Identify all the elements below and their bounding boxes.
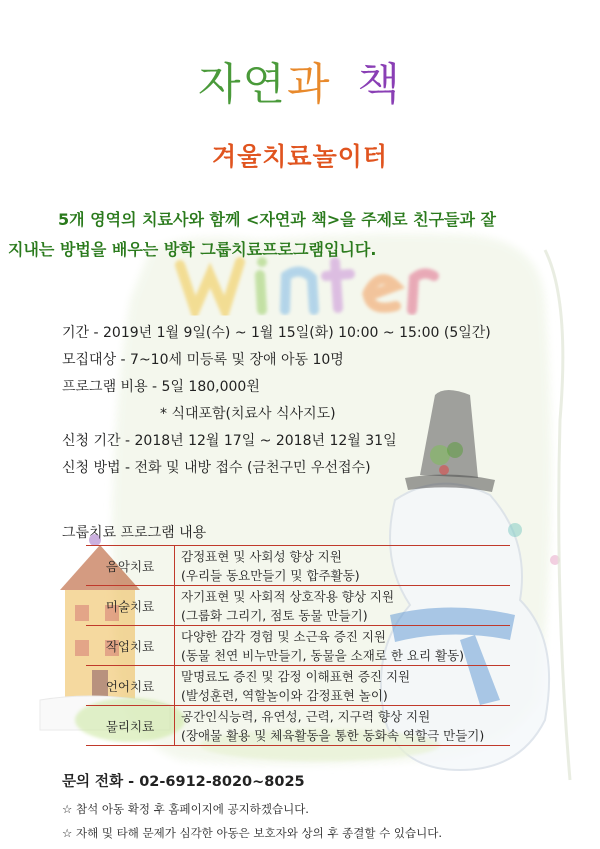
description-detail: (장애물 활용 및 체육활동을 통한 동화속 역할극 만들기) [181, 727, 485, 743]
table-row [86, 626, 510, 666]
program-info [62, 320, 562, 482]
table-row [86, 666, 510, 706]
description-line: 공간인식능력, 유연성, 근력, 지구력 향상 지원 [181, 708, 431, 724]
table-cell-description [175, 586, 511, 626]
info-period: 기간 - 2019년 1월 9일(수) ~ 1월 15일(화) 10:00 ~ 15:00 (5일간) [62, 325, 491, 341]
description-detail: (동물 천연 비누만들기, 동물을 소재로 한 요리 활동) [181, 647, 465, 663]
table-cell-category: 언어치료 [86, 666, 175, 706]
description-detail: (우리들 동요만들기 및 합주활동) [181, 567, 360, 583]
description-line: 자기표현 및 사회적 상호작용 향상 지원 [181, 588, 395, 604]
program-table [86, 545, 510, 746]
table-cell-description [175, 626, 511, 666]
info-apply-method: 신청 방법 - 전화 및 내방 접수 (금천구민 우선접수) [62, 460, 371, 476]
program-table-heading: 그룹치료 프로그램 내용 [62, 525, 207, 541]
info-apply-period: 신청 기간 - 2018년 12월 17일 ~ 2018년 12월 31일 [62, 433, 397, 449]
info-target: 모집대상 - 7~10세 미등록 및 장애 아동 10명 [62, 352, 344, 368]
intro-line-1: 5개 영역의 치료사와 함께 <자연과 책>을 주제로 친구들과 잘 [58, 210, 496, 229]
contact-phone: 문의 전화 - 02-6912-8020~8025 [62, 774, 305, 790]
title-part-nature: 자연 [197, 59, 287, 110]
table-row [86, 546, 510, 586]
note-homepage-announcement: ☆ 참석 아동 확정 후 홈페이지에 공지하겠습니다. [62, 802, 309, 816]
table-row [86, 586, 510, 626]
table-cell-description [175, 706, 511, 746]
intro-line-2: 지내는 방법을 배우는 방학 그룹치료프로그램입니다. [8, 240, 377, 259]
table-cell-description [175, 666, 511, 706]
title-part-and: 과 [286, 59, 332, 110]
description-detail: (발성훈련, 역할놀이와 감정표현 놀이) [181, 687, 388, 703]
title-part-book: 책 [357, 59, 403, 110]
description-detail: (그룹화 그리기, 점토 동물 만들기) [181, 607, 368, 623]
page-title [0, 48, 600, 112]
table-cell-category: 미술치료 [86, 586, 175, 626]
table-row [86, 706, 510, 746]
description-line: 다양한 감각 경험 및 소근육 증진 지원 [181, 628, 386, 644]
description-line: 감정표현 및 사회성 향상 지원 [181, 548, 342, 564]
table-cell-description [175, 546, 511, 586]
note-termination-policy: ☆ 자해 및 타해 문제가 심각한 아동은 보호자와 상의 후 종결할 수 있습니다. [62, 826, 442, 840]
table-cell-category: 작업치료 [86, 626, 175, 666]
table-cell-category: 물리치료 [86, 706, 175, 746]
description-line: 말명료도 증진 및 감정 이해표현 증진 지원 [181, 668, 411, 684]
intro-paragraph [8, 205, 588, 265]
table-cell-category: 음악치료 [86, 546, 175, 586]
info-cost: 프로그램 비용 - 5일 180,000원 [62, 379, 260, 395]
program-subtitle: 겨울치료놀이터 [211, 142, 389, 171]
info-meal-note: * 식대포함(치료사 식사지도) [160, 406, 336, 422]
